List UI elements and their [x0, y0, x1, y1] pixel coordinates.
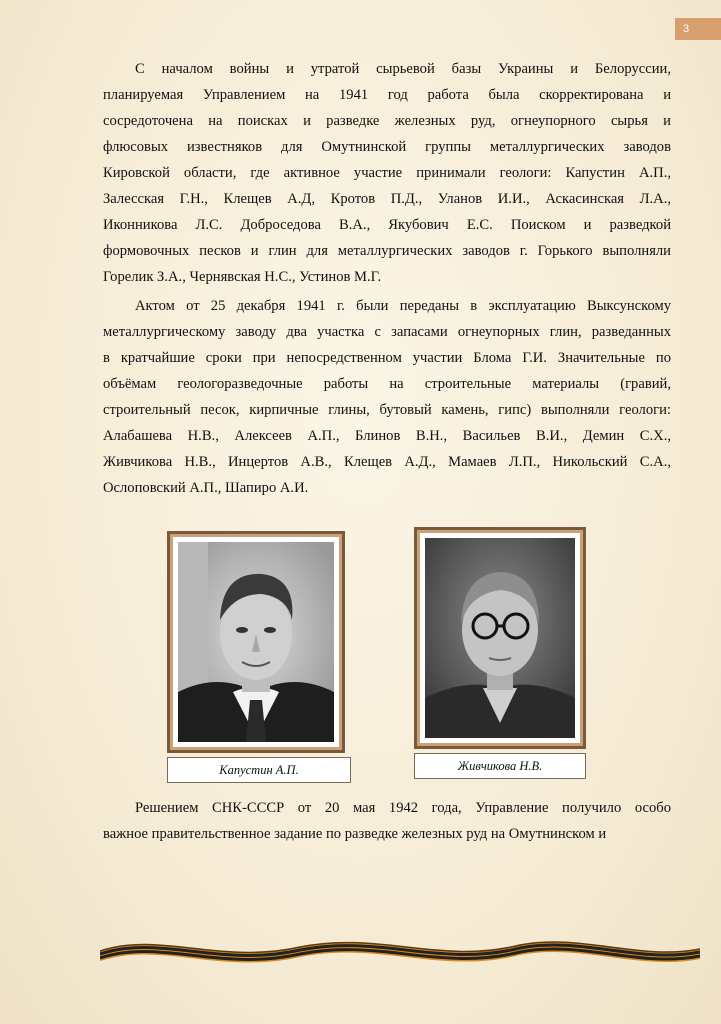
text-line: флюсовых известняков для Омутнинской группы металлургических заводов	[103, 139, 671, 155]
text-line: Живчикова Н.В., Инцертов А.В., Клещев А.Д., Мамаев Л.П., Никольский С.А.,	[103, 454, 671, 470]
text-line: объёмам геологоразведочные работы на строительные материалы (гравий,	[103, 376, 671, 392]
text-line: Решением СНК-СССР от 20 мая 1942 года, Управление получило особо	[135, 800, 671, 816]
portrait-zhivchikova	[425, 538, 575, 738]
decorative-ribbon	[100, 925, 700, 975]
photo-frame-kapustin	[167, 531, 345, 753]
photo-caption-kapustin: Капустин А.П.	[167, 757, 351, 783]
portrait-kapustin	[178, 542, 334, 742]
page-number: 3	[675, 18, 721, 40]
text-line: Кировской области, где активное участие принимали геологи: Капустин А.П.,	[103, 165, 671, 181]
text-line: планируемая Управлением на 1941 год работа была скорректирована и	[103, 87, 671, 103]
photo-caption-zhivchikova: Живчикова Н.В.	[414, 753, 586, 779]
text-line: формовочных песков и глин для металлургических заводов г. Горького выполняли	[103, 243, 671, 259]
text-line: Актом от 25 декабря 1941 г. были переданы в эксплуатацию Выксунскому	[135, 298, 671, 314]
text-line: важное правительственное задание по разведке железных руд на Омутнинском и	[103, 826, 607, 842]
paragraph-3	[103, 795, 671, 847]
text-line: в кратчайшие сроки при непосредственном участии Блома Г.И. Значительные по	[103, 350, 671, 366]
text-line: Горелик З.А., Чернявская Н.С., Устинов М.Г.	[103, 269, 382, 285]
text-line: металлургическому заводу два участка с запасами огнеупорных глин, разведанных	[103, 324, 671, 340]
paragraph-1	[103, 56, 671, 290]
text-line: Иконникова Л.С. Доброседова В.А., Якубович Е.С. Поиском и разведкой	[103, 217, 671, 233]
text-line: сосредоточена на поисках и разведке железных руд, огнеупорного сырья и	[103, 113, 671, 129]
text-line: Алабашева Н.В., Алексеев А.П., Блинов В.Н., Васильев В.И., Демин С.Х.,	[103, 428, 671, 444]
text-line: строительный песок, кирпичные глины, бутовый камень, гипс) выполняли геологи:	[103, 402, 671, 418]
text-line: Ослоповский А.П., Шапиро А.И.	[103, 480, 309, 496]
paragraph-2	[103, 293, 671, 501]
text-line: С началом войны и утратой сырьевой базы Украины и Белоруссии,	[135, 61, 671, 77]
photo-frame-zhivchikova	[414, 527, 586, 749]
text-line: Залесская Г.Н., Клещев А.Д, Кротов П.Д., Уланов И.И., Аскасинская Л.А.,	[103, 191, 671, 207]
